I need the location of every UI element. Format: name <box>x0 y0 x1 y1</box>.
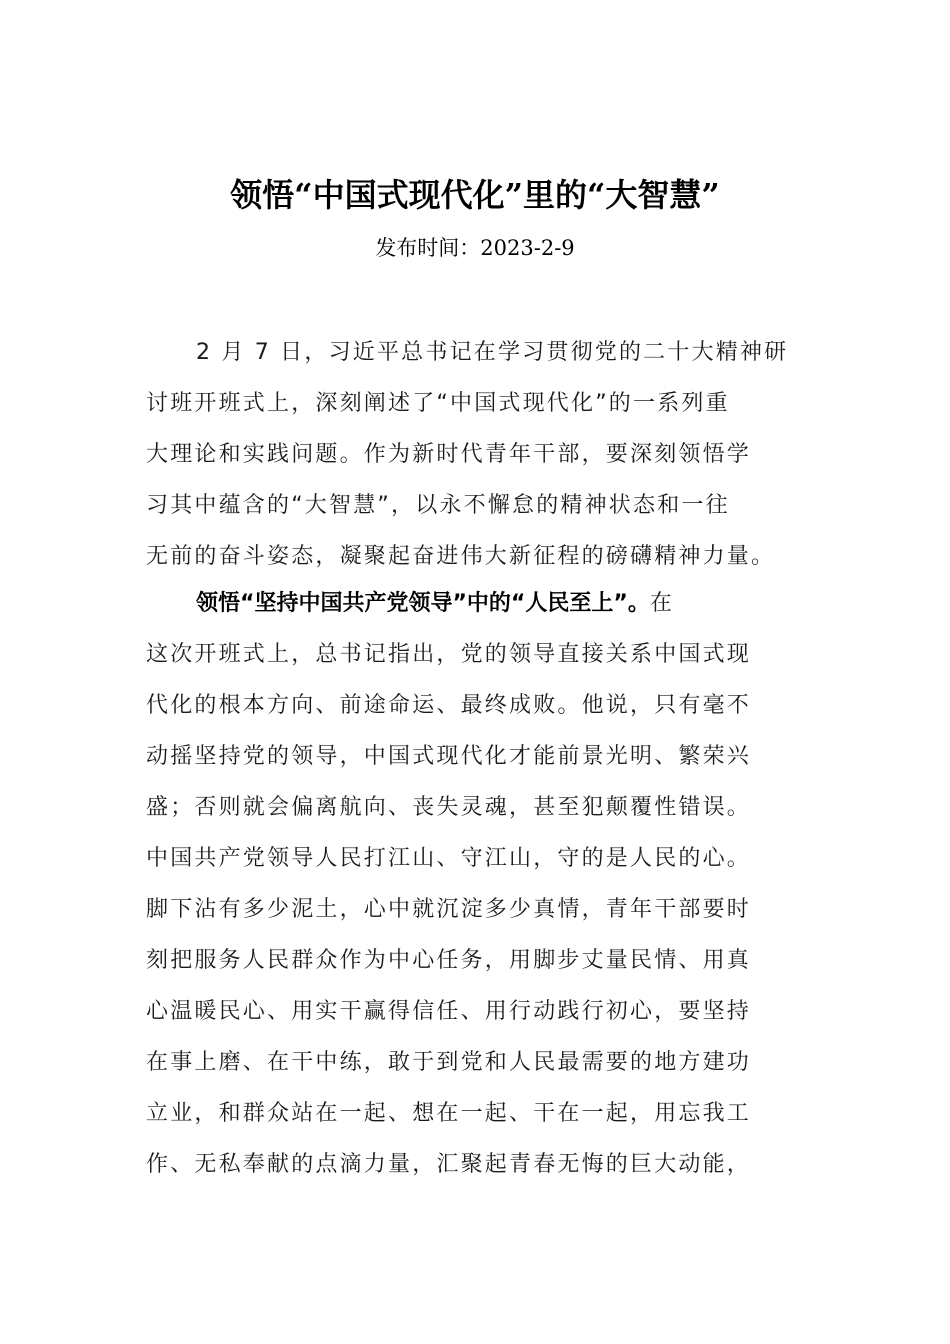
paragraph-line: 立业，和群众站在一起、想在一起、干在一起，用忘我工 <box>146 1101 752 1126</box>
publish-date: 发布时间：2023-2-9 <box>375 236 575 260</box>
paragraph-line: 刻把服务人民群众作为中心任务，用脚步丈量民情、用真 <box>146 948 752 973</box>
paragraph-line: 这次开班式上，总书记指出，党的领导直接关系中国式现 <box>146 642 752 667</box>
paragraph-intro <box>146 327 802 582</box>
paragraph-line: 盛；否则就会偏离航向、丧失灵魂，甚至犯颠覆性错误。 <box>146 795 752 820</box>
paragraph-line: 代化的根本方向、前途命运、最终成败。他说，只有毫不 <box>146 693 752 718</box>
article-title: 领悟“中国式现代化”里的“大智慧” <box>230 176 720 214</box>
paragraph-line: 作、无私奉献的点滴力量，汇聚起青春无悔的巨大动能， <box>146 1152 752 1177</box>
paragraph-line: 习其中蕴含的“大智慧”，以永不懈怠的精神状态和一往 <box>146 493 730 518</box>
paragraph-line: 在事上磨、在干中练，敢于到党和人民最需要的地方建功 <box>146 1050 752 1075</box>
paragraph-line: 无前的奋斗姿态，凝聚起奋进伟大新征程的磅礴精神力量。 <box>146 544 776 569</box>
paragraph-line: 讨班开班式上，深刻阐述了“中国式现代化”的一系列重 <box>146 391 730 416</box>
paragraph-line: 脚下沾有多少泥土，心中就沉淀多少真情，青年干部要时 <box>146 897 752 922</box>
section-heading: 领悟“坚持中国共产党领导”中的“人民至上”。 <box>196 591 650 616</box>
paragraph-first-line <box>146 578 802 629</box>
heading-trailing-text: 在 <box>649 591 675 616</box>
paragraph-line: 心温暖民心、用实干赢得信任、用行动践行初心，要坚持 <box>146 999 752 1024</box>
paragraph-line: 大理论和实践问题。作为新时代青年干部，要深刻领悟学 <box>146 442 752 467</box>
paragraph-line: 动摇坚持党的领导，中国式现代化才能前景光明、繁荣兴 <box>146 744 752 769</box>
paragraph-section-one <box>146 578 802 1190</box>
paragraph-line: 中国共产党领导人民打江山、守江山，守的是人民的心。 <box>146 846 752 871</box>
paragraph-line: 2 月 7 日，习近平总书记在学习贯彻党的二十大精神研 <box>196 340 789 365</box>
